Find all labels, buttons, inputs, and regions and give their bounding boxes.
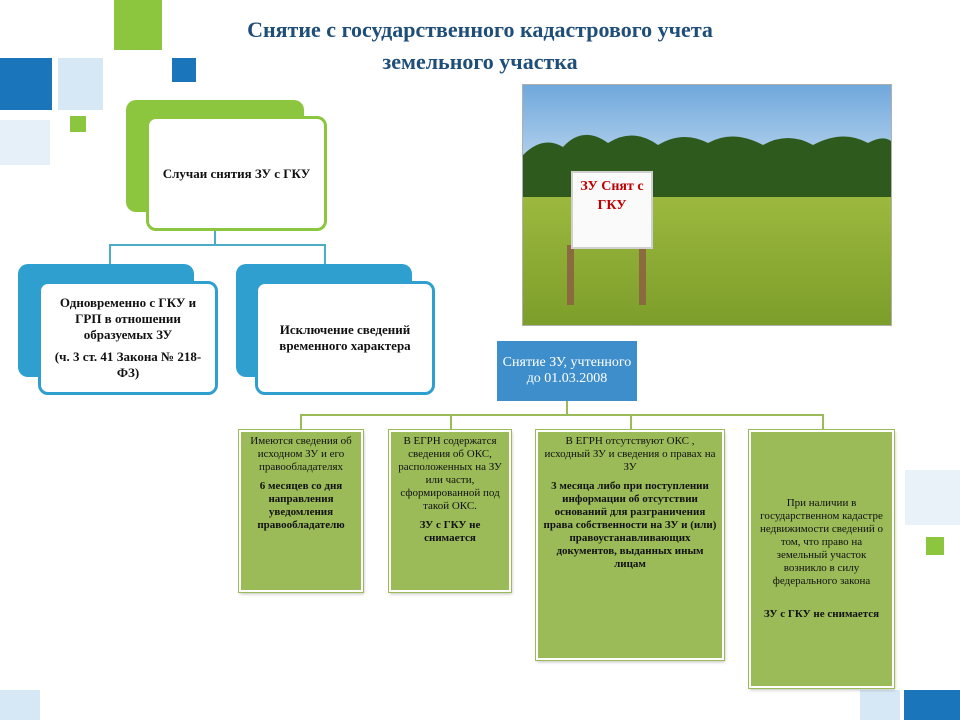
deco-square — [0, 690, 40, 720]
case-box-result: 6 месяцев со дня направления уведомления правообладателю — [257, 480, 345, 531]
case-card-simultaneous — [38, 281, 218, 395]
page-title — [150, 14, 810, 78]
connector — [822, 414, 824, 430]
title-line2: земельного участка — [382, 49, 578, 74]
root-card-label: Случаи снятия ЗУ с ГКУ — [162, 165, 311, 181]
case-card-main: Одновременно с ГКУ и ГРП в отношении образуемых ЗУ — [59, 295, 197, 342]
deco-square — [0, 58, 52, 110]
connector — [450, 414, 452, 430]
case-card-main: Исключение сведений временного характера — [279, 322, 411, 353]
deco-square — [860, 690, 900, 720]
title-line1: Снятие с государственного кадастрового учета — [247, 17, 713, 42]
connector — [109, 244, 325, 246]
case-box-text: В ЕГРН содержатся сведения об ОКС, расположенных на ЗУ или части, сформированной под такой ОКС. — [398, 435, 502, 512]
field-photo — [522, 84, 892, 326]
case-box-result: 3 месяца либо при поступлении информации об отсутствии оснований для разграничения права собственности на ЗУ и (или) правоустанавливающих документов, выданных иным лицам — [543, 480, 717, 570]
case-card-note: (ч. 3 ст. 41 Закона № 218-ФЗ) — [54, 349, 202, 380]
deco-square — [70, 116, 86, 132]
deco-square — [58, 58, 103, 110]
deco-square — [905, 470, 960, 525]
case-box-federal-law — [749, 430, 894, 688]
case-box-text: При наличии в государственном кадастре недвижимости сведений о том, что право на земельный участок возникло в силу федерального закона — [760, 497, 883, 587]
case-box-result: ЗУ с ГКУ не снимается — [419, 519, 481, 544]
case-box-oks-exists — [389, 430, 511, 592]
header-text: Снятие ЗУ, учтенного до 01.03.2008 — [502, 355, 632, 386]
connector — [324, 244, 326, 264]
case-box-text: Имеются сведения об исходном ЗУ и его правообладателях — [250, 435, 352, 473]
sign-text: ЗУ Снят с ГКУ — [580, 179, 644, 213]
case-box-no-oks — [536, 430, 724, 660]
connector — [300, 414, 302, 430]
deco-square — [926, 537, 944, 555]
case-card-temporary — [255, 281, 435, 395]
connector — [109, 244, 111, 264]
case-box-result: ЗУ с ГКУ не снимается — [763, 608, 880, 620]
root-card — [146, 116, 327, 231]
connector — [300, 414, 824, 416]
connector — [214, 231, 216, 245]
deco-square — [904, 690, 960, 720]
case-box-text: В ЕГРН отсутствуют ОКС , исходный ЗУ и сведения о правах на ЗУ — [544, 435, 716, 473]
connector — [630, 414, 632, 430]
deco-square — [0, 120, 50, 165]
case-box-owners-known — [239, 430, 363, 592]
connector — [566, 401, 568, 415]
sign-board — [571, 171, 653, 249]
header-before-2008 — [497, 341, 637, 401]
